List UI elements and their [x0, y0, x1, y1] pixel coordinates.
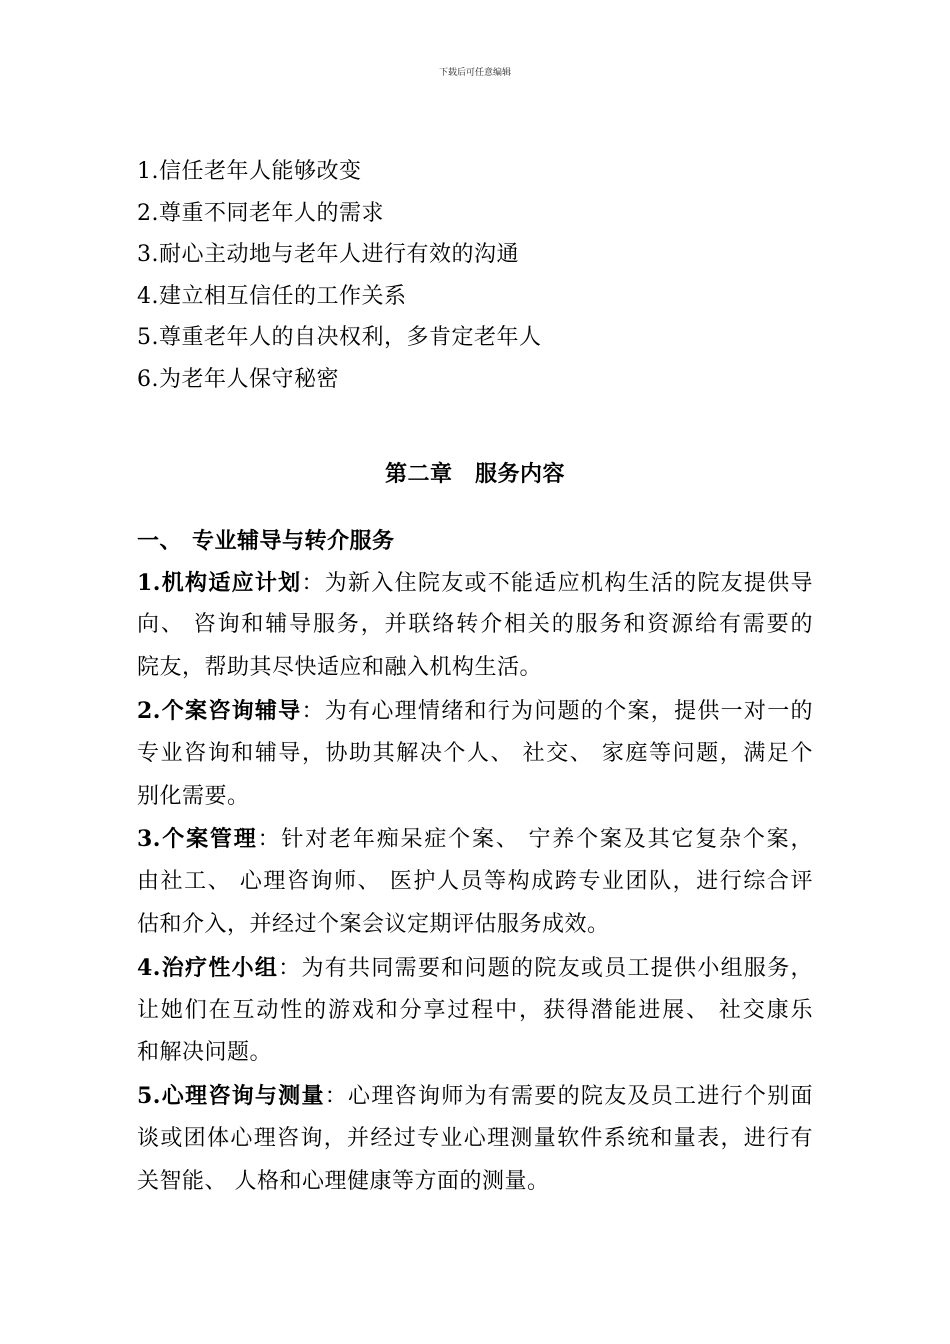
header-note: 下载后可任意编辑	[438, 68, 511, 78]
item-title: 5.心理咨询与测量	[137, 1083, 325, 1110]
item-line: 谈或团体心理咨询，并经过专业心理测量软件系统和量表，进行有	[137, 1125, 813, 1151]
item-line	[137, 1075, 813, 1118]
item-line: 关智能、 人格和心理健康等方面的测量。	[137, 1168, 550, 1194]
principles-list	[137, 151, 813, 400]
item-line: 由社工、 心理咨询师、 医护人员等构成跨专业团队，进行综合评	[137, 869, 813, 895]
service-items	[137, 562, 813, 1204]
item-text: ：针对老年痴呆症个案、 宁养个案及其它复杂个案，	[257, 827, 813, 853]
principle-item: 3.耐心主动地与老年人进行有效的沟通	[137, 242, 519, 267]
section-heading	[137, 521, 813, 561]
item-line: 别化需要。	[137, 783, 250, 809]
service-item	[137, 1075, 813, 1203]
item-line: 和解决问题。	[137, 1040, 273, 1066]
service-item	[137, 690, 813, 818]
item-title: 4.治疗性小组	[137, 954, 279, 981]
item-line: 专业咨询和辅导，协助其解决个人、 社交、 家庭等问题，满足个	[137, 740, 813, 766]
item-line: 院友，帮助其尽快适应和融入机构生活。	[137, 655, 543, 681]
item-line	[137, 690, 813, 733]
item-title: 2.个案咨询辅导	[137, 697, 302, 724]
service-item	[137, 562, 813, 690]
item-title: 3.个案管理	[137, 826, 258, 853]
section-title: 专业辅导与转介服务	[192, 528, 395, 554]
chapter-title: 第二章 服务内容	[384, 461, 565, 487]
principle-item: 2.尊重不同老年人的需求	[137, 200, 384, 226]
item-line: 向、 咨询和辅导服务，并联络转介相关的服务和资源给有需要的	[137, 612, 813, 638]
item-text: ：为新入住院友或不能适应机构生活的院友提供导	[301, 570, 813, 596]
item-text: ：心理咨询师为有需要的院友及员工进行个别面	[324, 1084, 813, 1110]
item-text: ：为有共同需要和问题的院友或员工提供小组服务，	[278, 955, 813, 981]
item-line: 让她们在互动性的游戏和分享过程中，获得潜能进展、 社交康乐	[137, 997, 813, 1023]
item-line: 估和介入，并经过个案会议定期评估服务成效。	[137, 911, 610, 937]
principle-item: 5.尊重老年人的自决权利，多肯定老年人	[137, 325, 542, 350]
item-line	[137, 562, 813, 605]
service-item	[137, 818, 813, 946]
principle-item: 1.信任老年人能够改变	[137, 159, 362, 184]
principle-item: 6.为老年人保守秘密	[137, 366, 339, 392]
principle-item: 4.建立相互信任的工作关系	[137, 283, 407, 309]
item-line	[137, 818, 813, 861]
item-text: ：为有心理情绪和行为问题的个案，提供一对一的	[301, 698, 813, 724]
item-line	[137, 947, 813, 990]
service-item	[137, 947, 813, 1075]
item-title: 1.机构适应计划	[137, 569, 302, 596]
section-number: 一、	[137, 528, 183, 554]
